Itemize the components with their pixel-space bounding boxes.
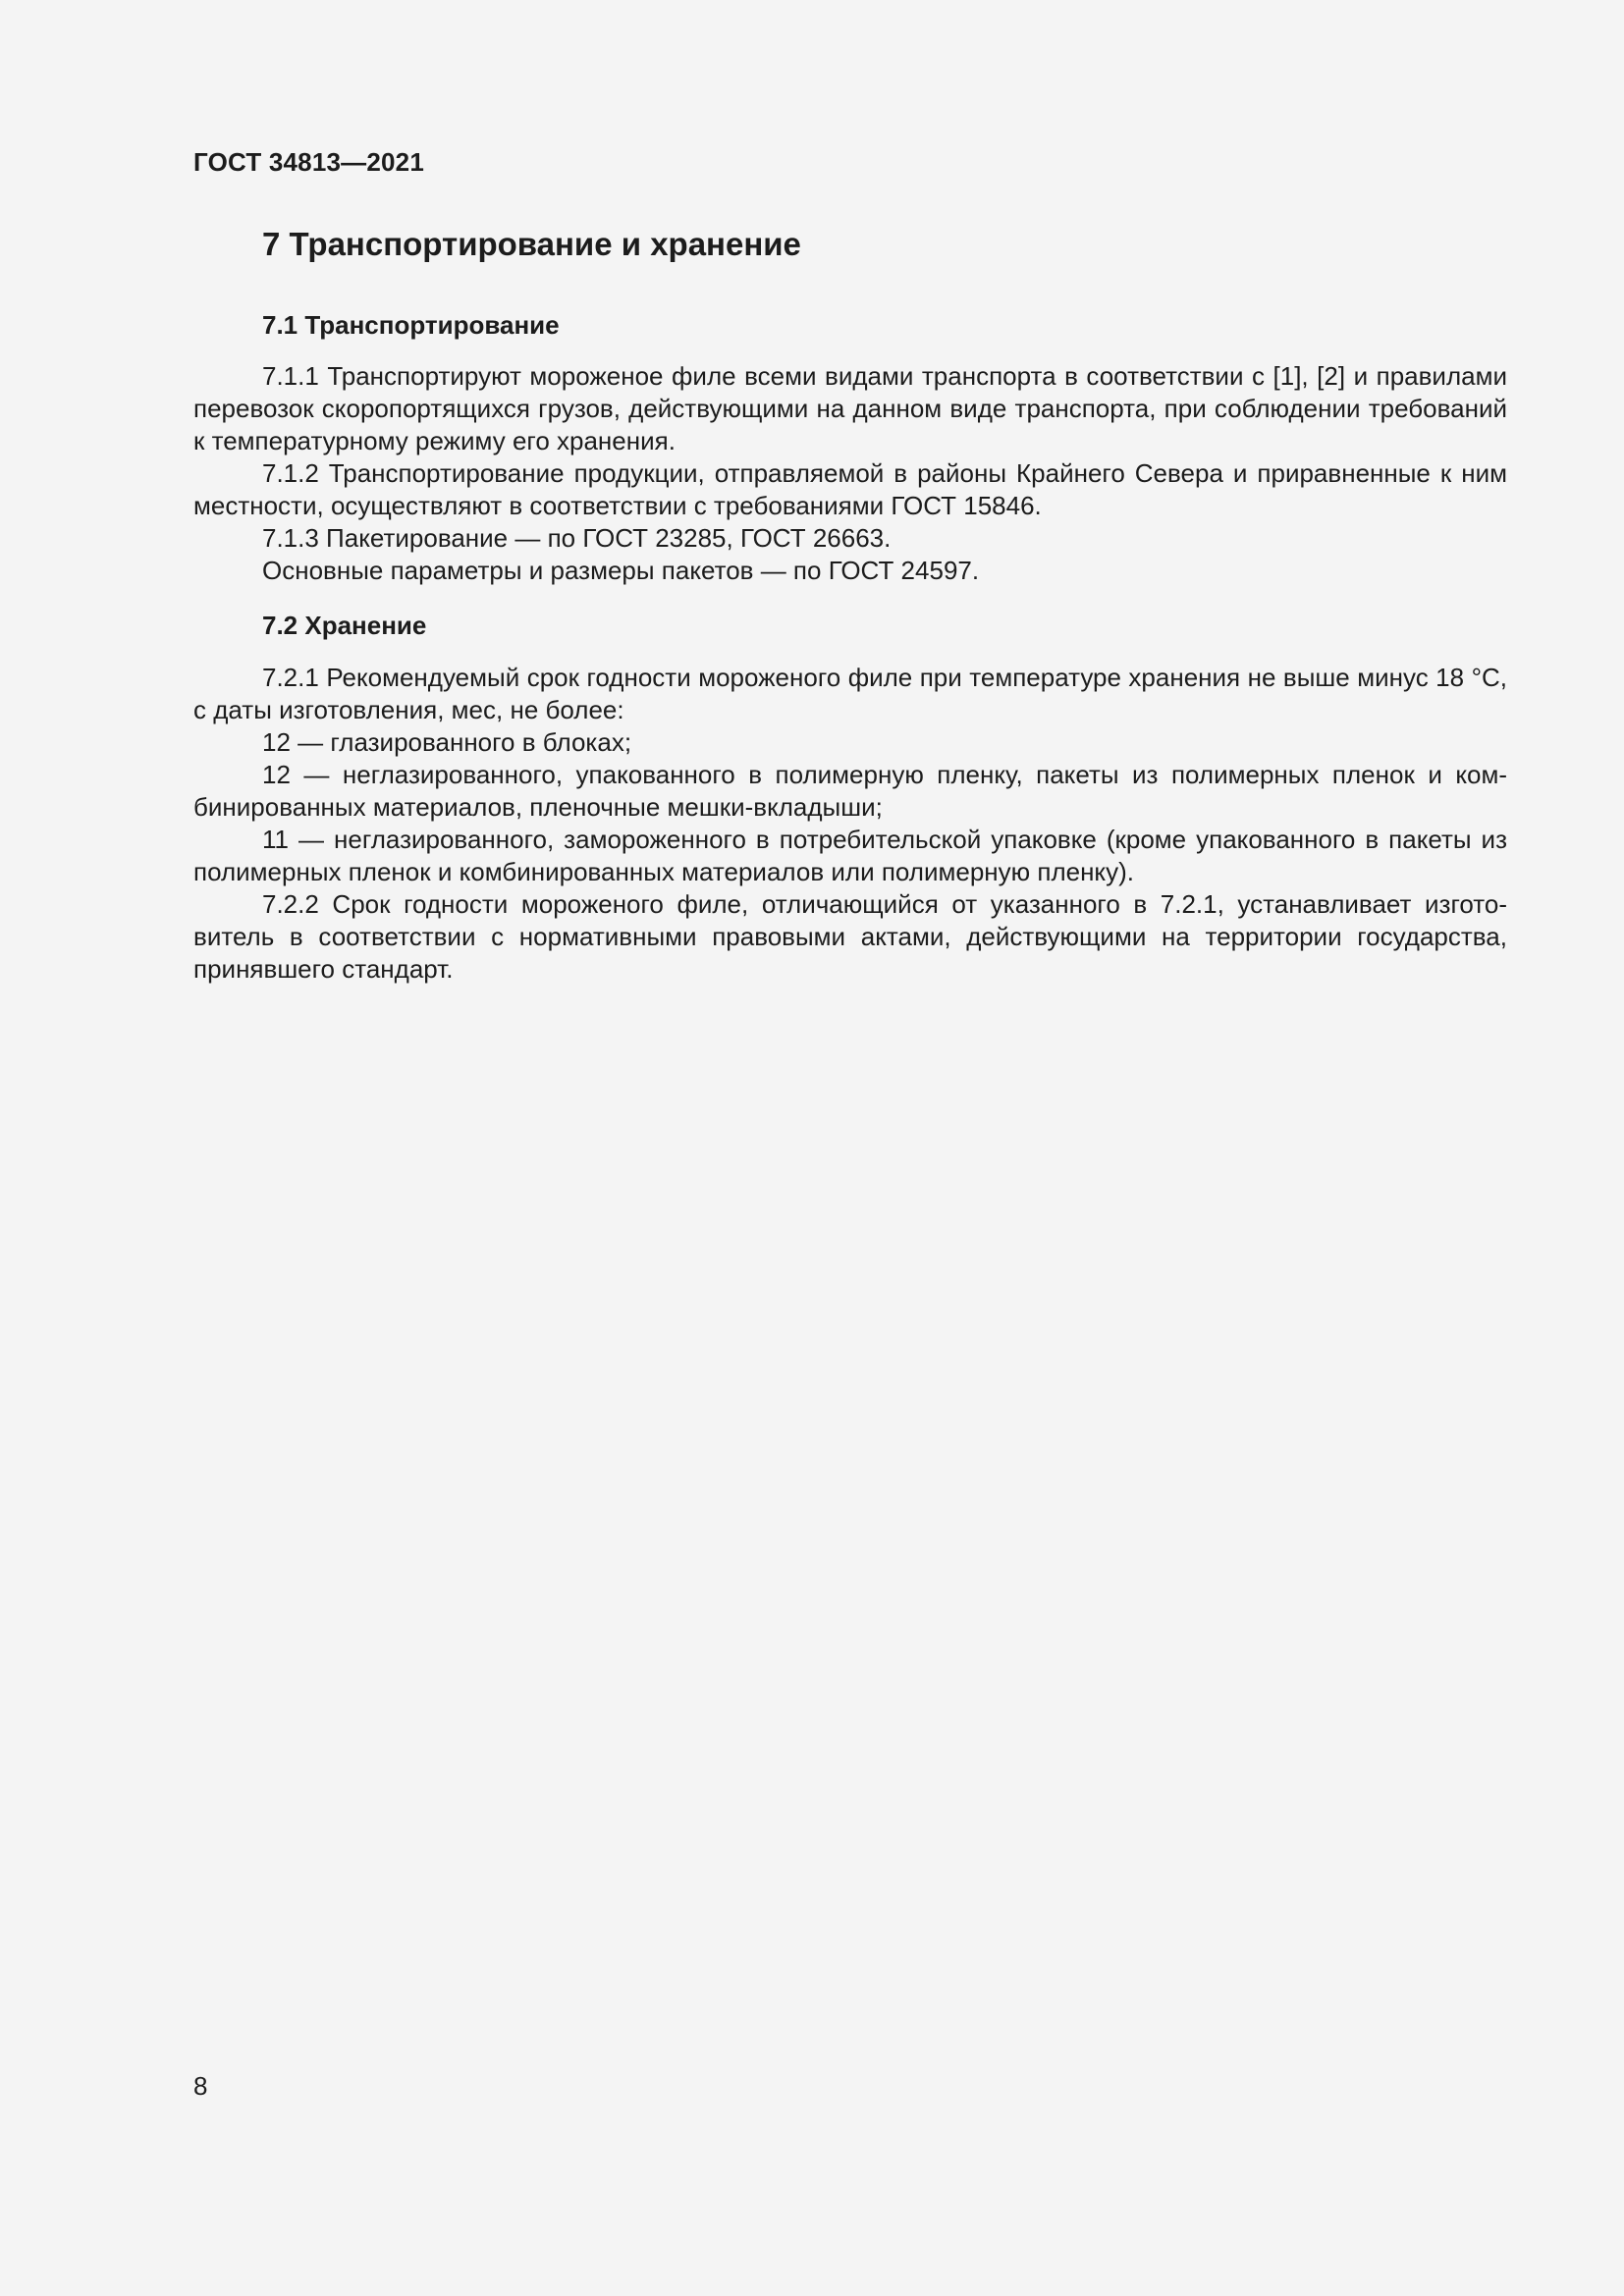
subsection-transportation: [193, 308, 1507, 587]
paragraph-7-1-3: 7.1.3 Пакетирование — по ГОСТ 23285, ГОСТ 26663.: [262, 523, 892, 553]
paragraph-7-1-1: 7.1.1 Транспортируют мороженое филе всеми видами транспорта в соответствии с [1], [2] и правилами перевозок скоропортящихся грузов, действующими на данном виде транспорта, при соблюдении требований к температурному режиму его хранения.: [193, 361, 1507, 455]
subsection-storage: [193, 609, 1507, 986]
page-number: 8: [193, 2071, 208, 2101]
paragraph-packet-parameters: Основные параметры и размеры пакетов — по ГОСТ 24597.: [262, 556, 980, 585]
list-item-unglazed-consumer: 11 — неглазированного, замороженного в потребительской упаковке (кроме упакованного в пакеты из полимерных пленок и комбинированных материалов или полимерную пленку).: [193, 825, 1507, 886]
list-item-glazed: 12 — глазированного в блоках;: [262, 727, 632, 757]
subsection-title: 7.1 Транспортирование: [262, 310, 560, 340]
list-item-unglazed-film: 12 — неглазированного, упакованного в полимерную пленку, пакеты из полимерных пленок и комбинированных материалов, пленочные мешки-вкладыши;: [193, 760, 1507, 822]
document-page: [193, 0, 1507, 2296]
subsection-title: 7.2 Хранение: [262, 611, 427, 640]
paragraph-7-1-2: 7.1.2 Транспортирование продукции, отправляемой в районы Крайнего Севера и приравненные к ним местности, осуществляют в соответствии с требованиями ГОСТ 15846.: [193, 458, 1507, 520]
paragraph-7-2-2: 7.2.2 Срок годности мороженого филе, отличающийся от указанного в 7.2.1, устанавливает изготовитель в соответствии с нормативными правовыми актами, действующими на территории государства, принявшего стандарт.: [193, 889, 1507, 984]
document-header: ГОСТ 34813—2021: [193, 147, 424, 177]
section-title: 7 Транспортирование и хранение: [262, 226, 801, 262]
paragraph-7-2-1: 7.2.1 Рекомендуемый срок годности мороженого филе при температуре хранения не выше минус 18 °С, с даты изготовления, мес, не более:: [193, 663, 1507, 724]
